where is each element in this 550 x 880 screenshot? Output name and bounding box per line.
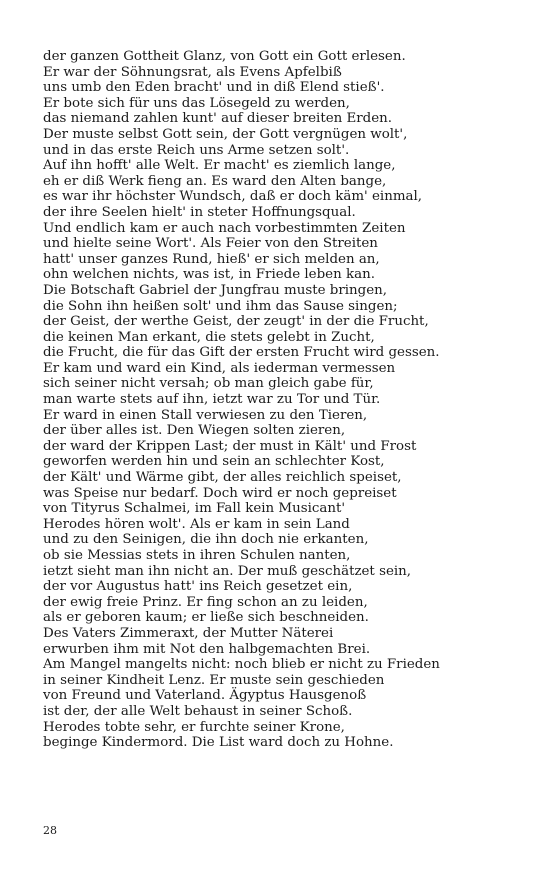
poem-line: Am Mangel mangelts nicht: noch blieb er nicht zu Frieden bbox=[43, 657, 440, 673]
poem-line: ob sie Messias stets in ihren Schulen nanten, bbox=[43, 548, 351, 563]
poem-line: von Freund und Vaterland. Ägyptus Hausgenoß bbox=[43, 688, 367, 704]
poem-line: in seiner Kindheit Lenz. Er muste sein geschieden bbox=[43, 672, 385, 688]
poem-line: Auf ihn hofft' alle Welt. Er macht' es ziemlich lange, bbox=[43, 158, 396, 174]
poem-line: erwurben ihm mit Not den halbgemachten Brei. bbox=[43, 641, 371, 657]
poem-line: uns umb den Eden bracht' und in diß Elend stieß'. bbox=[43, 80, 385, 96]
poem-line: Er kam und ward ein Kind, als iederman vermessen bbox=[43, 360, 396, 376]
poem-line: und zu den Seinigen, die ihn doch nie erkanten, bbox=[43, 532, 369, 548]
poem-line: der über alles ist. Den Wiegen solten zieren, bbox=[43, 423, 346, 439]
poem-line: die Frucht, die für das Gift der ersten Frucht wird gessen. bbox=[43, 345, 440, 361]
poem-line: der ganzen Gottheit Glanz, von Gott ein Gott erlesen. bbox=[43, 49, 406, 64]
poem-line: Herodes hören wolt'. Als er kam in sein Land bbox=[43, 516, 350, 532]
poem-line: und in das erste Reich uns Arme setzen solt'. bbox=[43, 142, 350, 158]
poem-line: Herodes tobte sehr, er furchte seiner Krone, bbox=[43, 719, 345, 735]
poem-line: was Speise nur bedarf. Doch wird er noch gepreiset bbox=[43, 485, 397, 501]
poem-line: als er geboren kaum; er ließe sich beschneiden. bbox=[43, 610, 369, 626]
poem-line: der ward der Krippen Last; der must in Kält' und Frost bbox=[43, 438, 417, 454]
poem-line: es war ihr höchster Wundsch, daß er doch käm' einmal, bbox=[43, 189, 423, 205]
poem-line: Der muste selbst Gott sein, der Gott vergnügen wolt', bbox=[43, 126, 408, 142]
poem-line: sich seiner nicht versah; ob man gleich gabe für, bbox=[43, 376, 374, 392]
poem-line: Er war der Söhnungsrat, als Evens Apfelbiß bbox=[43, 64, 342, 80]
poem-line: das niemand zahlen kunt' auf dieser breiten Erden. bbox=[43, 111, 393, 127]
poem-line: geworfen werden hin und sein an schlechter Kost, bbox=[43, 454, 385, 470]
poem-line: der ewig freie Prinz. Er fing schon an zu leiden, bbox=[43, 594, 368, 610]
poem-line: Er ward in einen Stall verwiesen zu den Tieren, bbox=[43, 407, 368, 423]
page-number: 28 bbox=[43, 824, 57, 837]
poem-line: Die Botschaft Gabriel der Jungfrau muste bringen, bbox=[43, 282, 388, 298]
poem-line: ietzt sieht man ihn nicht an. Der muß geschätzet sein, bbox=[43, 563, 412, 579]
poem-line: Und endlich kam er auch nach vorbestimmten Zeiten bbox=[43, 220, 406, 236]
poem-line: der Kält' und Wärme gibt, der alles reichlich speiset, bbox=[43, 470, 402, 486]
poem-line: der Geist, der werthe Geist, der zeugt' in der die Frucht, bbox=[43, 314, 429, 330]
poem-line: eh er diß Werk fieng an. Es ward den Alten bange, bbox=[43, 173, 387, 189]
poem-line: der vor Augustus hatt' ins Reich gesetzet ein, bbox=[43, 579, 353, 595]
poem-line: die Sohn ihn heißen solt' und ihm das Sause singen; bbox=[43, 298, 398, 314]
poem-line: ist der, der alle Welt behaust in seiner Schoß. bbox=[43, 703, 353, 719]
poem-line: man warte stets auf ihn, ietzt war zu Tor und Tür. bbox=[43, 392, 381, 408]
poem-line: ohn welchen nichts, was ist, in Friede leben kan. bbox=[43, 267, 375, 283]
poem-line: die keinen Man erkant, die stets gelebt in Zucht, bbox=[43, 329, 375, 345]
poem-line: der ihre Seelen hielt' in steter Hoffnungsqual. bbox=[43, 204, 356, 220]
poem-line: von Tityrus Schalmei, im Fall kein Musicant' bbox=[43, 501, 346, 517]
poem-text bbox=[43, 49, 523, 751]
poem-line: Des Vaters Zimmeraxt, der Mutter Näterei bbox=[43, 625, 334, 641]
poem-line: hatt' unser ganzes Rund, hieß' er sich melden an, bbox=[43, 251, 380, 267]
poem-line: Er bote sich für uns das Lösegeld zu werden, bbox=[43, 95, 350, 111]
poem-line: beginge Kindermord. Die List ward doch zu Hohne. bbox=[43, 735, 394, 751]
poem-line: und hielte seine Wort'. Als Feier von den Streiten bbox=[43, 236, 378, 252]
